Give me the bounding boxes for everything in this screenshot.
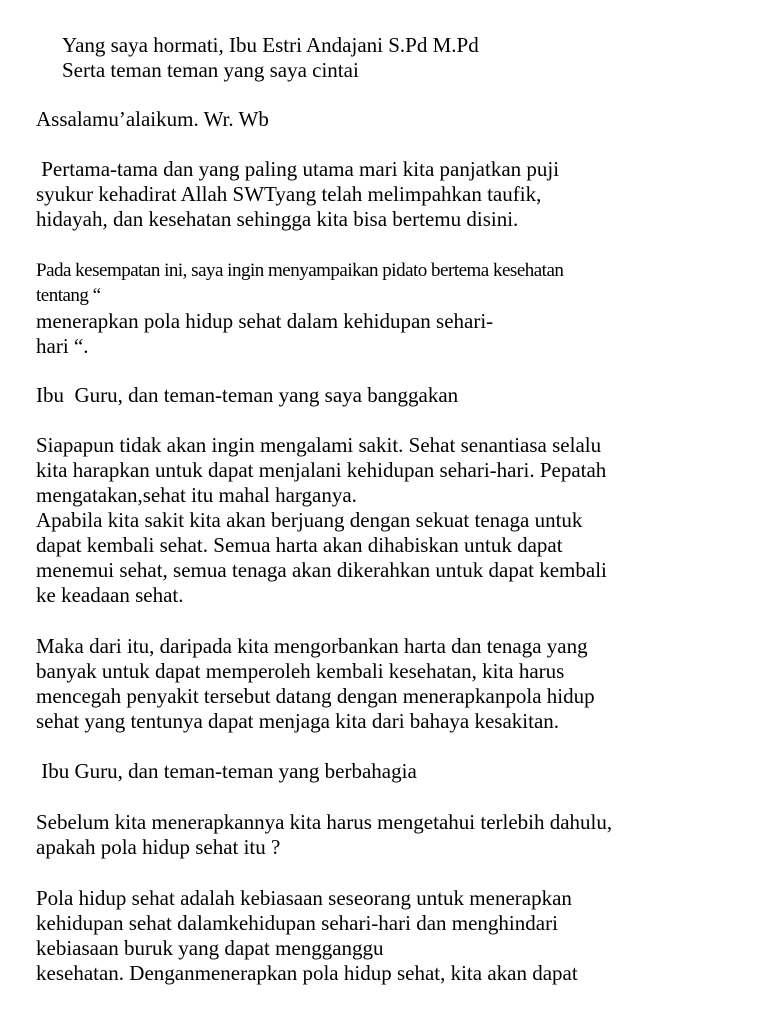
paragraph-line: apakah pola hidup sehat itu ? [36, 835, 281, 859]
paragraph-line: kita harapkan untuk dapat menjalani kehidupan sehari-hari. Pepatah [36, 458, 607, 482]
address-heading: Ibu Guru, dan teman-teman yang saya banggakan [36, 383, 459, 407]
opening-line: Pertama-tama dan yang paling utama mari kita panjatkan puji [36, 157, 560, 181]
paragraph-line: Apabila kita sakit kita akan berjuang dengan sekuat tenaga untuk [36, 508, 583, 532]
opening-line: syukur kehadirat Allah SWTyang telah melimpahkan taufik, [36, 182, 542, 206]
paragraph-line: banyak untuk dapat memperoleh kembali kesehatan, kita harus [36, 659, 565, 683]
paragraph-line: Sebelum kita menerapkannya kita harus mengetahui terlebih dahulu, [36, 810, 613, 834]
paragraph-line: ke keadaan sehat. [36, 583, 184, 607]
paragraph-line: mencegah penyakit tersebut datang dengan menerapkanpola hidup [36, 684, 595, 708]
topic-title-line: menerapkan pola hidup sehat dalam kehidupan sehari- [36, 309, 494, 333]
opening-line: hidayah, dan kesehatan sehingga kita bisa bertemu disini. [36, 207, 519, 231]
salutation-line: Serta teman teman yang saya cintai [62, 58, 359, 82]
paragraph-line: kebiasaan buruk yang dapat mengganggu [36, 936, 384, 960]
topic-title-line: hari “. [36, 334, 89, 358]
topic-intro-line: Pada kesempatan ini, saya ingin menyampaikan pidato bertema kesehatan [36, 260, 564, 281]
paragraph-line: menemui sehat, semua tenaga akan dikerahkan untuk dapat kembali [36, 558, 607, 582]
paragraph-line: kehidupan sehat dalamkehidupan sehari-hari dan menghindari [36, 911, 558, 935]
paragraph-line: Siapapun tidak akan ingin mengalami sakit. Sehat senantiasa selalu [36, 433, 602, 457]
paragraph-line: Pola hidup sehat adalah kebiasaan seseorang untuk menerapkan [36, 886, 572, 910]
paragraph-line: sehat yang tentunya dapat menjaga kita dari bahaya kesakitan. [36, 709, 560, 733]
paragraph-line: dapat kembali sehat. Semua harta akan dihabiskan untuk dapat [36, 533, 563, 557]
greeting: Assalamu’alaikum. Wr. Wb [36, 107, 269, 131]
paragraph-line: kesehatan. Denganmenerapkan pola hidup sehat, kita akan dapat [36, 961, 578, 985]
salutation-line: Yang saya hormati, Ibu Estri Andajani S.Pd M.Pd [62, 33, 479, 57]
topic-intro-line: tentang “ [36, 285, 101, 306]
address-heading: Ibu Guru, dan teman-teman yang berbahagia [36, 759, 417, 783]
paragraph-line: mengatakan,sehat itu mahal harganya. [36, 483, 357, 507]
paragraph-line: Maka dari itu, daripada kita mengorbankan harta dan tenaga yang [36, 634, 588, 658]
